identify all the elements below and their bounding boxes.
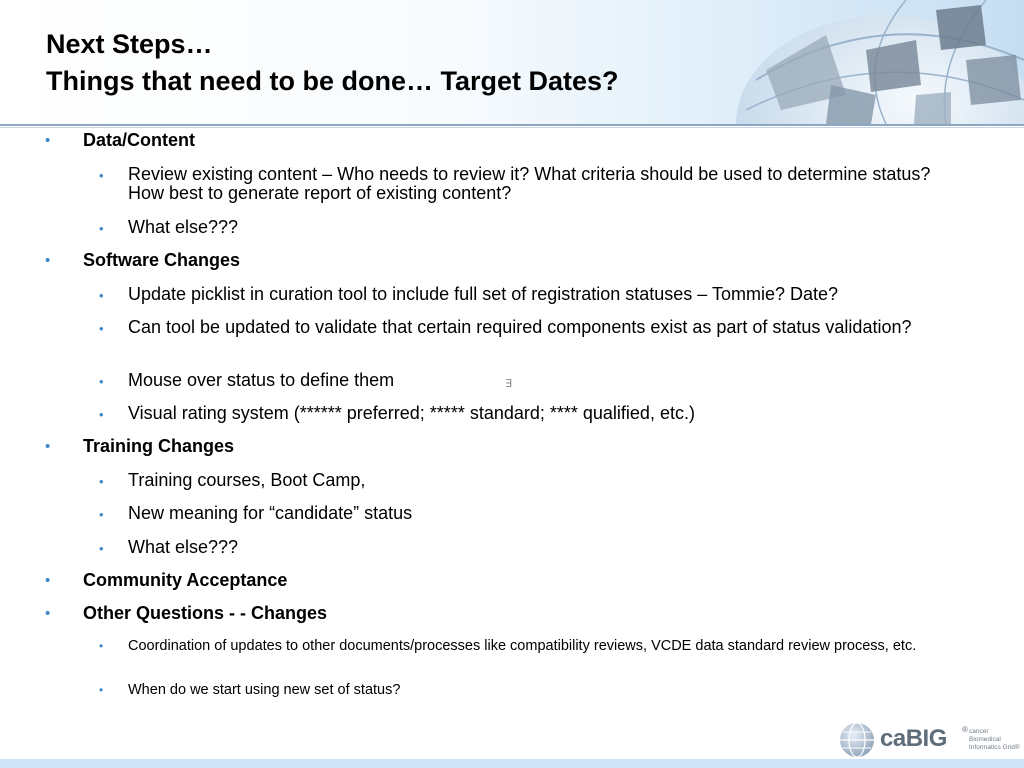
list-item [99, 403, 968, 423]
bullet-icon: • [99, 474, 104, 489]
title-line-1: Next Steps… [46, 29, 213, 59]
bullet-icon: • [45, 605, 51, 622]
list-item-text: When do we start using new set of status? [128, 682, 401, 698]
bullet-icon: • [99, 374, 104, 389]
globe-collage-icon [736, 0, 1024, 124]
bullet-icon: • [45, 252, 51, 269]
section-heading-text: Training Changes [83, 436, 235, 456]
list-item [99, 317, 968, 337]
bullet-icon: • [99, 407, 104, 422]
section-heading [45, 250, 241, 271]
bullet-icon: • [45, 572, 51, 589]
bullet-icon: • [99, 288, 104, 303]
list-item [99, 284, 968, 304]
bullet-icon: • [99, 507, 104, 522]
list-item-text: Training courses, Boot Camp, [128, 470, 366, 490]
logo-wordmark: caBIG [880, 725, 947, 752]
list-item-text: Mouse over status to define them [128, 370, 395, 390]
section-heading [45, 130, 195, 151]
list-item-text: Coordination of updates to other documents/processes like compatibility reviews, VCDE data standard review process, etc. [128, 638, 917, 654]
logo-registered: ® [962, 725, 968, 734]
list-item [99, 370, 968, 390]
list-item-text: New meaning for “candidate” status [128, 503, 413, 523]
list-item-text: Review existing content – Who needs to review it? What criteria should be used to determine status? How best to generate report of existing content? [128, 164, 931, 203]
cabig-globe-icon [838, 721, 876, 759]
bullet-icon: • [99, 541, 104, 556]
bullet-icon: • [99, 639, 104, 653]
bullet-icon: • [45, 438, 51, 455]
logo-tagline-2: Informatics Grid® [969, 744, 1020, 751]
header-divider-thin [0, 127, 1024, 128]
list-item-text: What else??? [128, 537, 239, 557]
section-heading-text: Other Questions - - Changes [83, 603, 328, 623]
slide-header [0, 0, 1024, 124]
mouse-over-marker-icon: ∃ [505, 378, 512, 390]
slide-title [46, 26, 619, 100]
list-item [99, 164, 968, 203]
logo-tagline-1: cancer Biomedical [969, 728, 1001, 743]
list-item-text: What else??? [128, 217, 239, 237]
header-divider [0, 124, 1024, 126]
section-heading [45, 570, 288, 591]
bullet-icon: • [99, 683, 104, 697]
list-item-text: Can tool be updated to validate that certain required components exist as part of status validation? [128, 317, 912, 337]
list-item [99, 682, 968, 699]
section-heading-text: Data/Content [83, 130, 195, 150]
bullet-icon: • [99, 321, 104, 336]
section-heading [45, 436, 235, 457]
list-item [99, 638, 968, 655]
bullet-icon: • [99, 221, 104, 236]
title-line-2: Things that need to be done… Target Dates? [46, 66, 619, 96]
section-heading-text: Software Changes [83, 250, 241, 270]
list-item [99, 217, 968, 237]
list-item [99, 537, 968, 557]
section-heading-text: Community Acceptance [83, 570, 288, 590]
footer-bar [0, 759, 1024, 768]
list-item [99, 470, 968, 490]
bullet-icon: • [45, 132, 51, 149]
cabig-logo [838, 720, 1018, 760]
list-item [99, 503, 968, 523]
bullet-icon: • [99, 168, 104, 183]
list-item-text: Visual rating system (****** preferred; ***** standard; **** qualified, etc.) [128, 403, 695, 423]
logo-tagline [969, 728, 1021, 752]
list-item-text: Update picklist in curation tool to include full set of registration statuses – Tommie? Date? [128, 284, 839, 304]
section-heading [45, 603, 328, 624]
